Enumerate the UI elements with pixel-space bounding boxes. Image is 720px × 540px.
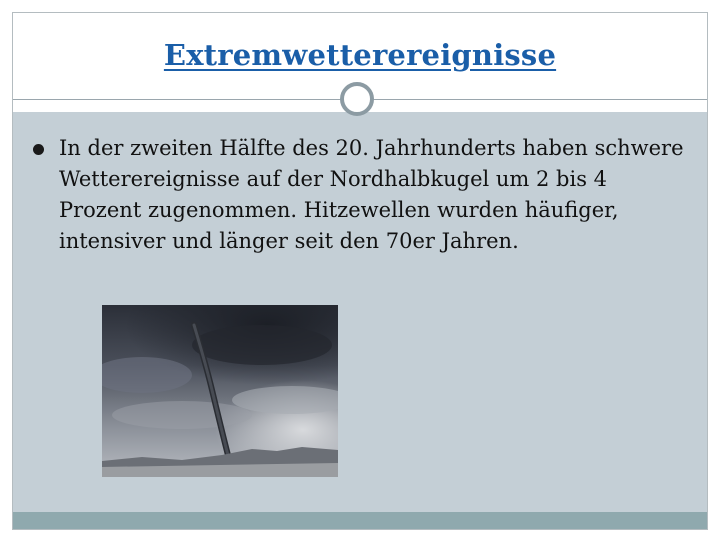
slide-title: Extremwetterereignisse (163, 38, 557, 72)
bottom-bar (13, 512, 707, 529)
tornado-photo (102, 305, 338, 477)
slide (12, 12, 708, 530)
ring-ornament-icon (340, 82, 374, 116)
bullet-text: In der zweiten Hälfte des 20. Jahrhunderts haben schwere Wetterereignisse auf der Nordhalbkugel um 2 bis 4 Prozent zugenommen. Hitzewellen wurden häufiger, intensiver und länger seit den 70er Jahren. (59, 136, 684, 253)
bullet-icon (33, 144, 44, 155)
content-area (13, 112, 707, 512)
bullet-item (33, 133, 693, 257)
tornado-image (102, 305, 338, 477)
